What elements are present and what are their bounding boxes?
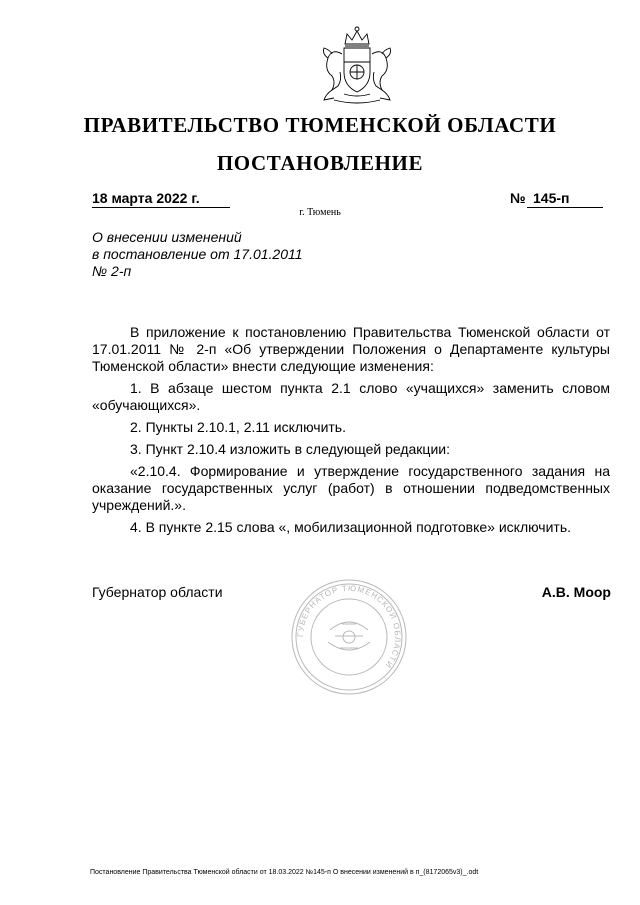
document-subject <box>92 229 392 280</box>
subject-line: в постановление от 17.01.2011 <box>92 246 303 262</box>
coat-of-arms-icon <box>314 24 400 106</box>
body-paragraph: 4. В пункте 2.15 слова «, мобилизационной подготовке» исключить. <box>130 519 572 535</box>
body-paragraph: «2.10.4. Формирование и утверждение государственного задания на оказание государственных услуг (работ) в отношении подведомственных учреждений.». <box>92 463 610 513</box>
body-paragraph: 1. В абзаце шестом пункта 2.1 слово «учащихся» заменить словом «обучающихся». <box>92 380 610 413</box>
document-type-title: ПОСТАНОВЛЕНИЕ <box>216 151 424 175</box>
document-city: г. Тюмень <box>299 207 341 218</box>
seal-ring-text: ГУБЕРНАТОР ТЮМЕНСКОЙ ОБЛАСТИ <box>295 583 403 671</box>
document-footer: Постановление Правительства Тюменской области от 18.03.2022 №145-п О внесении изменений в п_(8172065v3)_.odt <box>90 869 479 876</box>
document-body <box>92 324 610 541</box>
official-seal <box>290 578 408 696</box>
subject-line: № 2-п <box>92 263 132 279</box>
body-paragraph: 3. Пункт 2.10.4 изложить в следующей редакции: <box>130 441 450 457</box>
document-date: 18 марта 2022 г. <box>92 190 230 208</box>
signer-name: А.В. Моор <box>541 584 611 600</box>
body-paragraph: 2. Пункты 2.10.1, 2.11 исключить. <box>130 419 346 435</box>
body-paragraph: В приложение к постановлению Правительства Тюменской области от 17.01.2011 № 2-п «Об утверждении Положения о Департаменте культуры Тюменской области» внести следующие изменения: <box>92 324 610 374</box>
signer-title: Губернатор области <box>92 584 223 600</box>
document-number-label: № <box>510 190 526 206</box>
subject-line: О внесении изменений <box>92 229 242 245</box>
document-number: 145-п <box>527 190 603 208</box>
government-title: ПРАВИТЕЛЬСТВО ТЮМЕНСКОЙ ОБЛАСТИ <box>83 113 557 137</box>
